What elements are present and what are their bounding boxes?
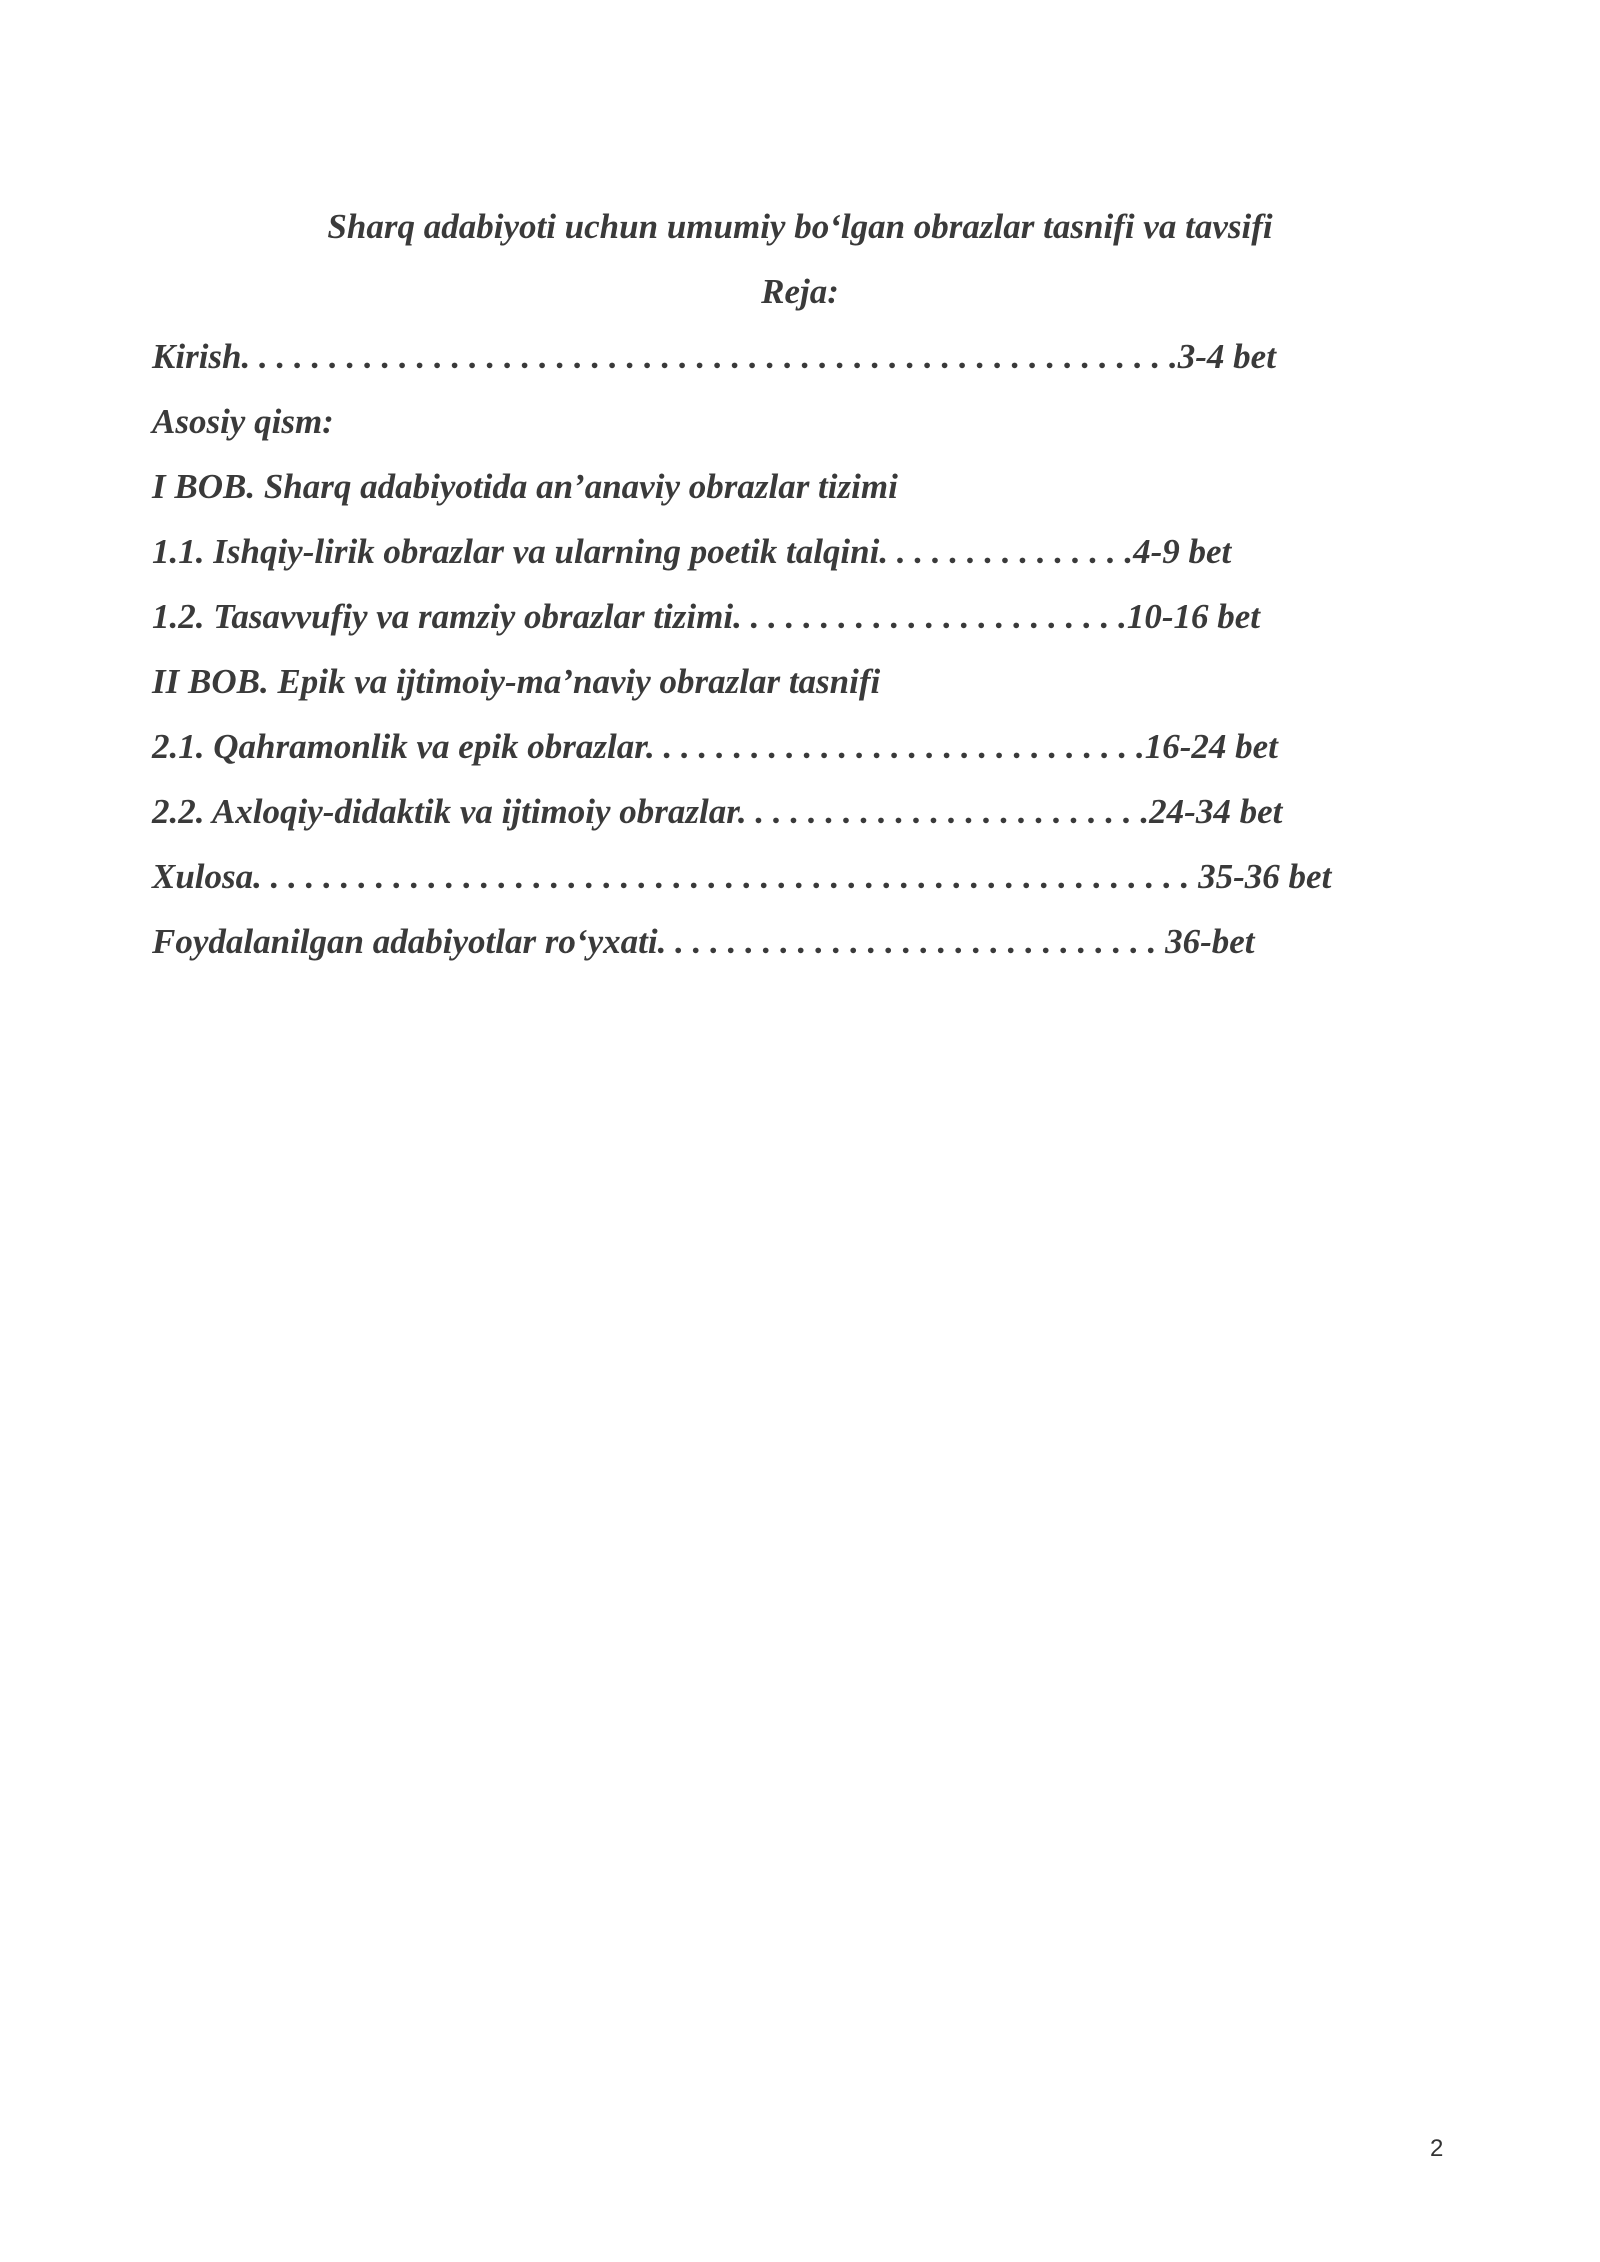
plan-heading: Reja:: [761, 272, 839, 311]
page-number: 2: [1430, 2135, 1444, 2162]
toc-entry-section-1-1: 1.1. Ishqiy-lirik obrazlar va ularning poetik talqini. . . . . . . . . . . . . . .4-9 bet: [152, 532, 1232, 571]
toc-entry-introduction: Kirish. . . . . . . . . . . . . . . . . . . . . . . . . . . . . . . . . . . . . . . . . . . . . . . . . . . . . .3-4 bet: [152, 337, 1276, 376]
toc-entry-main-part: Asosiy qism:: [152, 402, 334, 441]
toc-entry-chapter-2: II BOB. Epik va ijtimoiy-ma’naviy obrazlar tasnifi: [152, 662, 881, 701]
document-title: Sharq adabiyoti uchun umumiy bo‘lgan obrazlar tasnifi va tavsifi: [327, 207, 1273, 246]
toc-entry-section-1-2: 1.2. Tasavvufiy va ramziy obrazlar tizimi. . . . . . . . . . . . . . . . . . . . . . .10-16 bet: [152, 597, 1260, 636]
toc-entry-section-2-1: 2.1. Qahramonlik va epik obrazlar. . . . . . . . . . . . . . . . . . . . . . . . . . . . .16-24 bet: [152, 727, 1278, 766]
toc-entry-conclusion: Xulosa. . . . . . . . . . . . . . . . . . . . . . . . . . . . . . . . . . . . . . . . . . . . . . . . . . . . . . 35-36 bet: [152, 857, 1332, 896]
toc-entry-chapter-1: I BOB. Sharq adabiyotida an’anaviy obrazlar tizimi: [152, 467, 898, 506]
toc-entry-references: Foydalanilgan adabiyotlar ro‘yxati. . . . . . . . . . . . . . . . . . . . . . . . . . . . . 36-bet: [152, 922, 1255, 961]
toc-entry-section-2-2: 2.2. Axloqiy-didaktik va ijtimoiy obrazlar. . . . . . . . . . . . . . . . . . . . . . . .24-34 bet: [152, 792, 1283, 831]
